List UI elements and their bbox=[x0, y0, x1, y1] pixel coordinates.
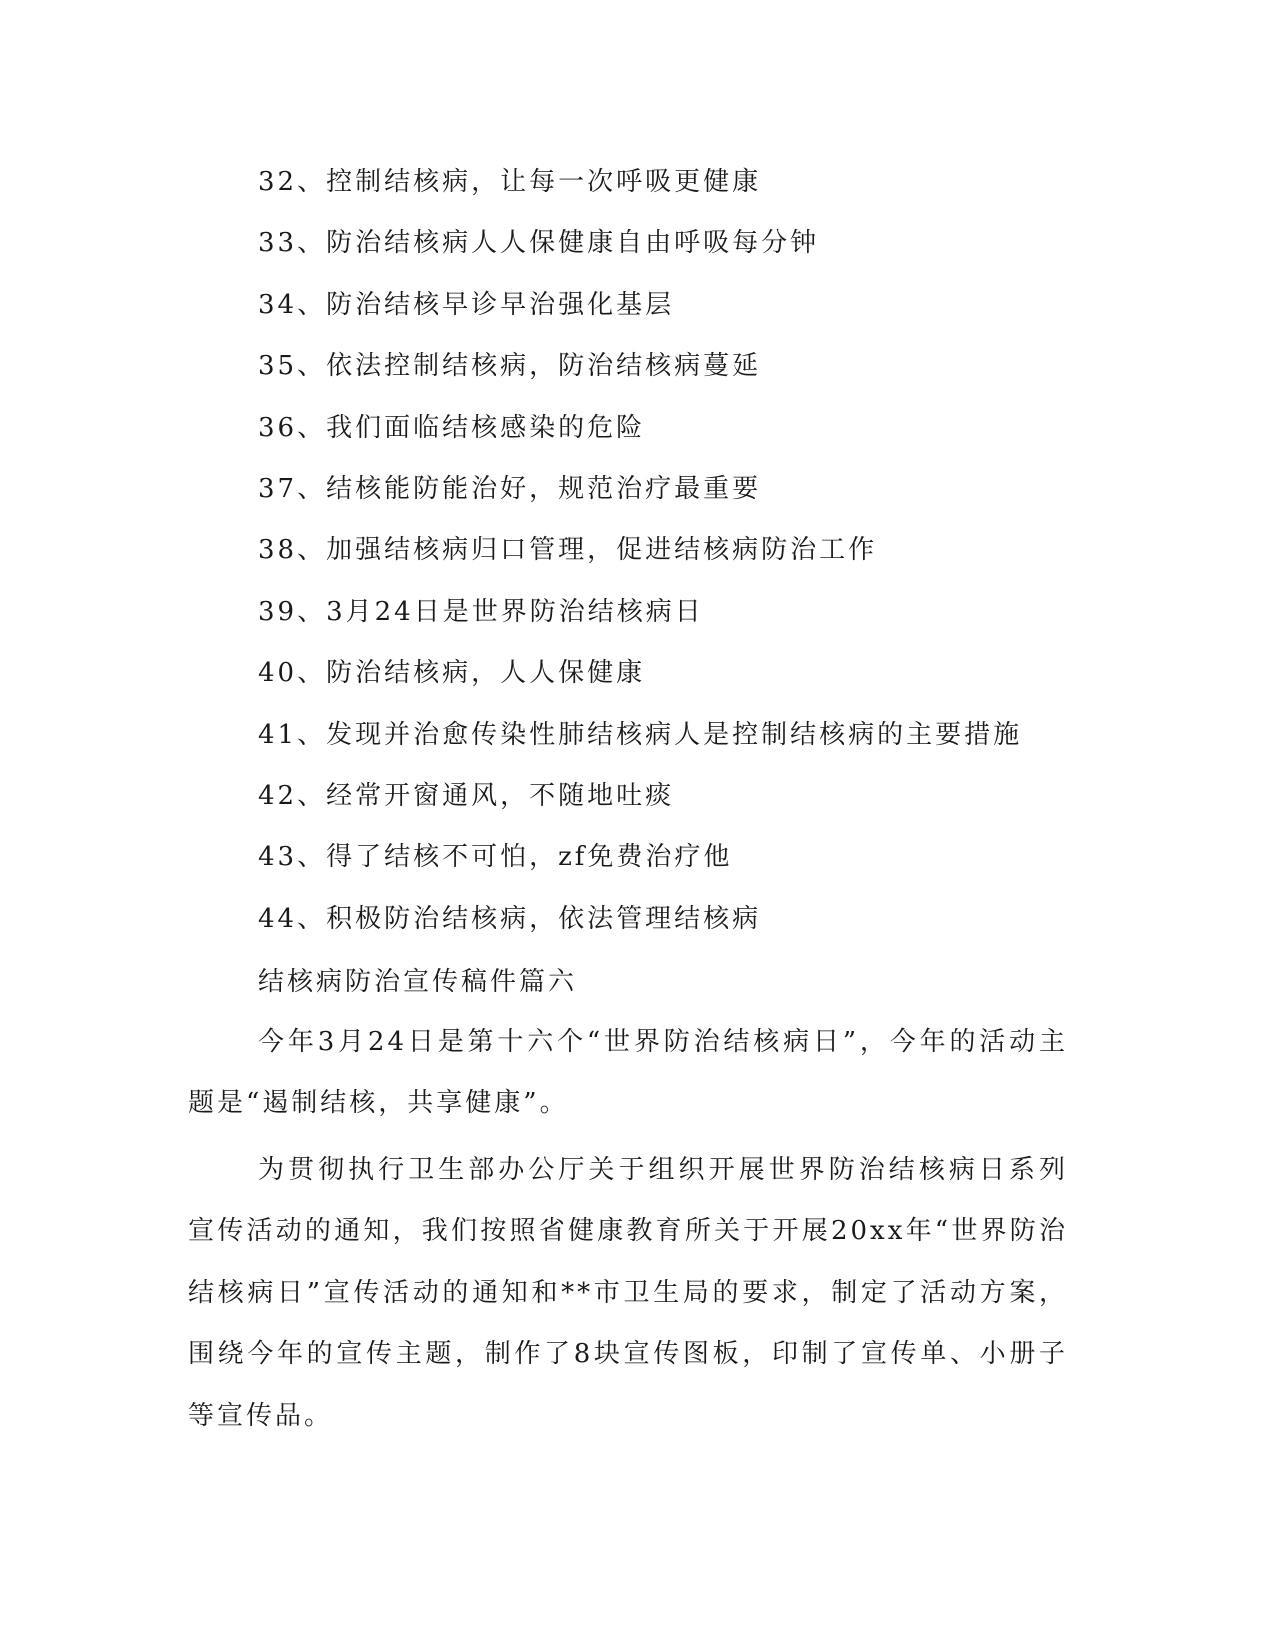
list-item: 35、依法控制结核病，防治结核病蔓延 bbox=[258, 351, 762, 382]
list-item: 41、发现并治愈传染性肺结核病人是控制结核病的主要措施 bbox=[258, 719, 1023, 750]
list-item: 37、结核能防能治好，规范治疗最重要 bbox=[258, 473, 762, 504]
list-item: 43、得了结核不可怕，zf免费治疗他 bbox=[258, 842, 733, 873]
list-item: 33、防治结核病人人保健康自由呼吸每分钟 bbox=[258, 228, 820, 259]
section-title: 结核病防治宣传稿件篇六 bbox=[258, 967, 578, 997]
list-item: 32、控制结核病，让每一次呼吸更健康 bbox=[258, 167, 762, 197]
list-item: 40、防治结核病，人人保健康 bbox=[258, 658, 646, 689]
list-item: 42、经常开窗通风，不随地吐痰 bbox=[258, 780, 675, 811]
list-item: 38、加强结核病归口管理，促进结核病防治工作 bbox=[258, 535, 878, 566]
list-item: 39、3月24日是世界防治结核病日 bbox=[258, 596, 704, 627]
body-paragraph: 今年3月24日是第十六个“世界防治结核病日”，今年的活动主题是“遏制结核，共享健康”。 bbox=[188, 1027, 1068, 1119]
list-item: 44、积极防治结核病，依法管理结核病 bbox=[258, 903, 762, 934]
list-item: 36、我们面临结核感染的危险 bbox=[258, 412, 646, 443]
body-paragraph: 为贯彻执行卫生部办公厅关于组织开展世界防治结核病日系列宣传活动的通知，我们按照省健康教育所关于开展20xx年“世界防治结核病日”宣传活动的通知和**市卫生局的要求，制定了活动方案，围绕今年的宣传主题，制作了8块宣传图板，印制了宣传单、小册子等宣传品。 bbox=[188, 1155, 1068, 1431]
list-item: 34、防治结核早诊早治强化基层 bbox=[258, 289, 675, 320]
slogan-list bbox=[258, 160, 1022, 958]
